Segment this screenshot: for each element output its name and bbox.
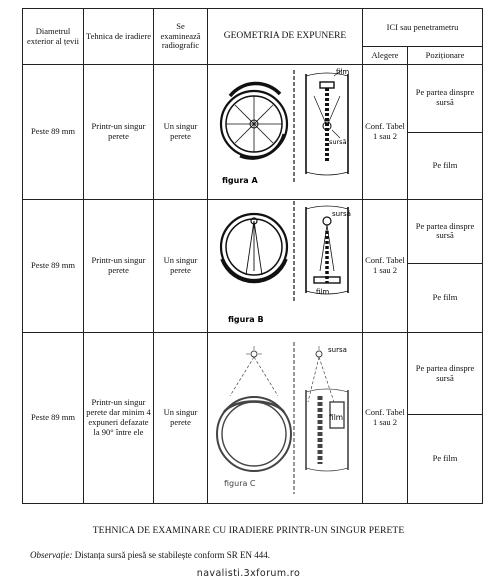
figure-b-diagram — [210, 201, 365, 331]
observation-label: Observație: — [30, 550, 73, 560]
row-c-figure — [208, 333, 363, 504]
observation-note — [30, 550, 270, 560]
row-c-position-film: Pe film — [408, 415, 483, 504]
row-c-choice: Conf. Tabel 1 sau 2 — [363, 333, 408, 504]
row-a-position-film: Pe film — [408, 132, 483, 200]
header-geometry: GEOMETRIA DE EXPUNERE — [208, 9, 363, 65]
figure-b-film-tag: film — [316, 288, 330, 296]
figure-b-label: figura B — [228, 315, 264, 324]
header-ici: ICI sau penetrametru — [363, 9, 483, 47]
row-b-diameter: Peste 89 mm — [23, 200, 84, 333]
header-diameter: Diametrul exterior al țevii — [23, 9, 84, 65]
row-b-position-source: Pe partea dinspre sursă — [408, 200, 483, 264]
row-a-choice: Conf. Tabel 1 sau 2 — [363, 65, 408, 200]
figure-a-label: figura A — [222, 176, 258, 185]
row-b-examined: Un singur perete — [154, 200, 208, 333]
source-watermark: navalisti.3xforum.ro — [196, 568, 301, 579]
row-c-position-source: Pe partea dinspre sursă — [408, 333, 483, 415]
figure-c-diagram — [210, 334, 365, 502]
figure-b-source-tag: sursă — [332, 210, 351, 218]
row-a-examined: Un singur perete — [154, 65, 208, 200]
figure-c-label: figura C — [224, 479, 256, 488]
row-c-examined: Un singur perete — [154, 333, 208, 504]
header-technique: Tehnica de iradiere — [84, 9, 154, 65]
figure-c-source-tag: sursa — [328, 346, 347, 354]
header-examined: Se examinează radiografic — [154, 9, 208, 65]
row-a-figure — [208, 65, 363, 200]
row-b-choice: Conf. Tabel 1 sau 2 — [363, 200, 408, 333]
figure-a-film-tag: film — [336, 68, 350, 76]
figure-a-diagram — [210, 66, 365, 198]
header-position: Poziționare — [408, 47, 483, 65]
exposure-table — [22, 8, 483, 504]
row-a-technique: Printr-un singur perete — [84, 65, 154, 200]
row-c-diameter: Peste 89 mm — [23, 333, 84, 504]
figure-a-source-tag: sursă — [329, 138, 347, 146]
row-a-diameter: Peste 89 mm — [23, 65, 84, 200]
header-choice: Alegere — [363, 47, 408, 65]
row-a-position-source: Pe partea dinspre sursă — [408, 65, 483, 133]
row-b-technique: Printr-un singur perete — [84, 200, 154, 333]
figure-c-film-tag: film — [329, 413, 344, 422]
row-c-technique: Printr-un singur perete dar minim 4 expuneri defazate la 90° între ele — [84, 333, 154, 504]
observation-text: Distanța sursă piesă se stabilește conform SR EN 444. — [72, 550, 270, 560]
table-caption: TEHNICA DE EXAMINARE CU IRADIERE PRINTR-UN SINGUR PERETE — [92, 526, 405, 536]
row-b-position-film: Pe film — [408, 263, 483, 332]
row-b-figure — [208, 200, 363, 333]
